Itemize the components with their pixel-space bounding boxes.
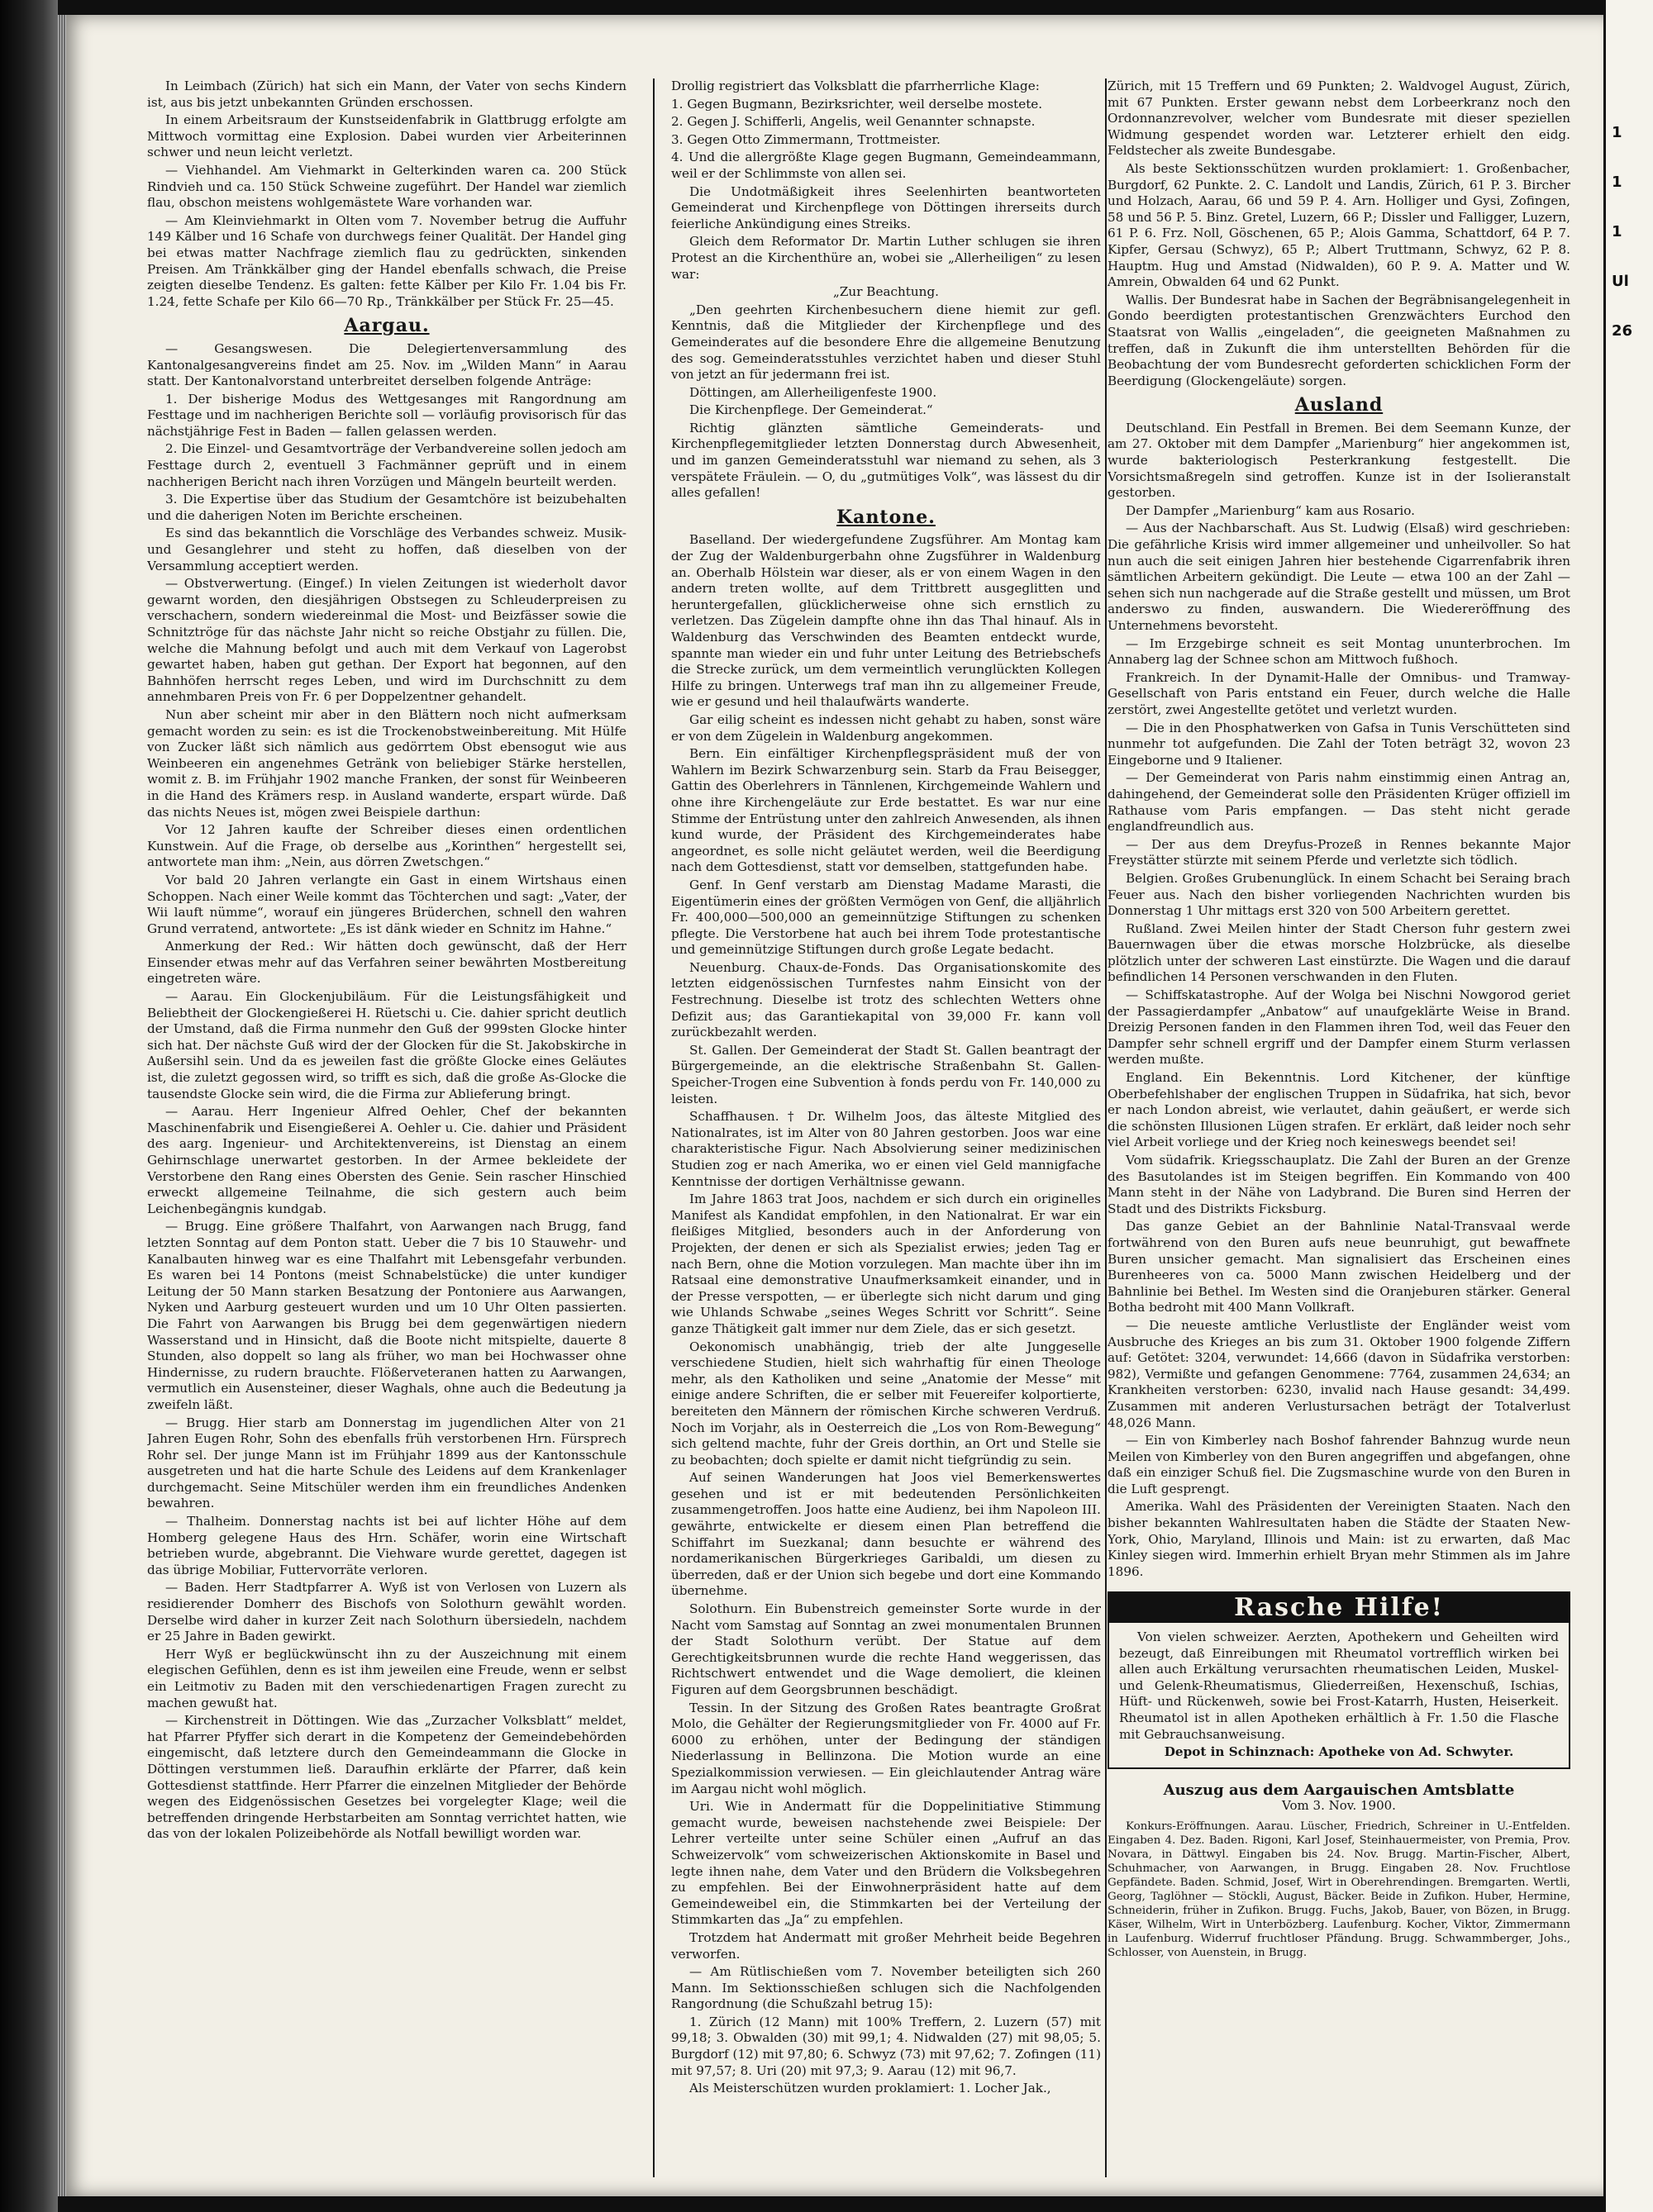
article-paragraph: Anmerkung der Red.: Wir hätten doch gewünscht, daß der Herr Einsender etwas mehr auf das Verfahren seiner bewährten Mostbereitung eingetreten wäre.: [147, 939, 626, 987]
article-paragraph: Uri. Wie in Andermatt für die Doppelinitiative Stimmung gemacht wurde, beweisen nachstehende zwei Beispiele: Der Lehrer verteilte unter seine Schüler einen „Aufruf an das Schweizervolk“ vom schweizerischen Aktionskomite in Basel und legte ihnen nahe, dem Vater und den Brüdern die Volksbegehren zu empfehlen. Bei der Einwohnerpräsident hatte auf dem Gemeindeweibel ein, die Stimmkarten bei der Verteilung der Stimmkarten das „Ja“ zu empfehlen.: [671, 1799, 1101, 1928]
edge-fragment: Ul: [1612, 273, 1629, 290]
article-paragraph: Trotzdem hat Andermatt mit großer Mehrheit beide Begehren verworfen.: [671, 1929, 1101, 1962]
list-item: 3. Gegen Otto Zimmermann, Trottmeister.: [671, 131, 941, 147]
column-3: [1108, 78, 1570, 2177]
amtsblatt-date: Vom 3. Nov. 1900.: [1282, 1798, 1396, 1814]
article-paragraph: — Brugg. Hier starb am Donnerstag im jugendlichen Alter von 21 Jahren Eugen Rohr, Sohn des ebenfalls früh verstorbenen Hrn. Fürsprech Rohr sel. Der junge Mann ist im Frühjahr 1899 aus der Kantonsschule ausgetreten und hat die harte Schule des Leidens auf dem Krankenlager durchgemacht. Seine Mitschüler werden ihm ein freundliches Andenken bewahren.: [147, 1415, 626, 1511]
article-paragraph: — Am Kleinviehmarkt in Olten vom 7. November betrug die Auffuhr 149 Kälber und 16 Schafe von durchwegs feiner Qualität. Der Handel ging bei etwas matter Nachfrage ziemlich flau zu gedrückten, sinkenden Preisen. Am Tränkkälber ging der Handel ebenfalls schwach, die Preise zeigten dieselbe Tendenz. Es galten: fette Kälber per Kilo Fr. 1.04 bis Fr. 1.24, fette Schafe per Kilo 66—70 Rp., Tränkkälber per Stück Fr. 25—45.: [147, 212, 626, 309]
article-paragraph: Als Meisterschützen wurden proklamiert: 1. Locher Jak.,: [689, 2081, 1051, 2096]
article-paragraph: Zürich, mit 15 Treffern und 69 Punkten; 2. Waldvogel August, Zürich, mit 67 Punkten. Erster gewann nebst dem Lorbeerkranz noch den Ordonnanzrevolver, welcher vom Bundesrate mit dieser speziellen Widmung gespendet worden war. Letzterer erhielt den eidg. Feldstecher als zweite Bundesgabe.: [1108, 78, 1570, 159]
article-paragraph: — Baden. Herr Stadtpfarrer A. Wyß ist von Verlosen von Luzern als residierender Domherr des Bischofs von Solothurn gewählt worden. Derselbe wird daher in kurzer Zeit nach Solothurn übersiedeln, nachdem er 25 Jahre in Baden gewirkt.: [147, 1580, 626, 1644]
article-paragraph: — Gesangswesen. Die Delegiertenversammlung des Kantonalgesangvereins findet am 25. Nov. im „Wilden Mann“ in Aarau statt. Der Kantonalvorstand unterbreitet derselben folgende Anträge:: [147, 340, 626, 389]
article-paragraph: Gar eilig scheint es indessen nicht gehabt zu haben, sonst wäre er von dem Zügelein in Waldenburg angekommen.: [671, 711, 1101, 744]
article-paragraph: Vor 12 Jahren kaufte der Schreiber dieses einen ordentlichen Kunstwein. Auf die Frage, ob derselbe aus „Korinthen“ hergestellt sei, antwortete man ihm: „Nein, aus dörren Zwetschgen.“: [147, 822, 626, 870]
page-stack-edge: [58, 15, 66, 2196]
article-paragraph: Döttingen, am Allerheiligenfeste 1900.: [689, 384, 937, 400]
article-paragraph: Richtig glänzten sämtliche Gemeinderats- und Kirchenpflegemitglieder letzten Donnerstag durch Abwesenheit, und im ganzen Gemeinderatsstuhl war niemand zu sehen, als 3 verspätete Fräulein. — O, du „gutmütiges Volk“, was lässest du dir alles gefallen!: [671, 420, 1101, 501]
article-paragraph: — Im Erzgebirge schneit es seit Montag ununterbrochen. Im Annaberg lag der Schnee schon am Mittwoch fußhoch.: [1108, 635, 1570, 668]
article-paragraph: Wallis. Der Bundesrat habe in Sachen der Begräbnisangelegenheit in Gondo beerdigten protestantischen Grenzwächters Eurchod den Staatsrat von Wallis „eingeladen“, die geeigneten Maßnahmen zu treffen, daß in Zukunft die ihm unterstellten Behörden für die Beobachtung der vom Bundesrecht geforderten schicklichen Form der Beerdigung (Glockengeläute) sorgen.: [1108, 292, 1570, 388]
edge-fragment: 1: [1612, 124, 1622, 141]
column-1: [147, 78, 626, 2177]
article-paragraph: — Obstverwertung. (Eingef.) In vielen Zeitungen ist wiederholt davor gewarnt worden, den diesjährigen Obstsegen zu Schleuderpreisen zu verschachern, sondern wiedereinmal die Most- und Beizfässer sowie die Schnitztröge für das nächste Jahr nicht so reiche Obstjahr zu füllen. Die, welche die Mahnung befolgt und auch mit dem Verkauf von Lagerobst gewartet haben, haben gut gethan. Der Export hat begonnen, auf den Bahnhöfen herrscht reges Leben, und wird im Durchschnitt zu dem annehmbaren Preis von Fr. 6 per Doppelzentner gehandelt.: [147, 576, 626, 705]
list-item: 2. Gegen J. Schifferli, Angelis, weil Genannter schnapste.: [671, 114, 1036, 130]
article-paragraph: — Die neueste amtliche Verlustliste der Engländer weist vom Ausbruche des Krieges an bis zum 31. Oktober 1900 folgende Ziffern auf: Getötet: 3204, verwundet: 14,666 (davon in Südafrika verstorben: 982), Vermißte und gefangen Genommene: 7764, zusammen 24,634; an Krankheiten verstorben: 6230, invalid nach Hause gesandt: 34,499. Zusammen mit anderen Verlustursachen beträgt der Totalverlust 48,026 Mann.: [1108, 1317, 1570, 1430]
column-rule: [1105, 78, 1107, 2177]
article-paragraph: Auf seinen Wanderungen hat Joos viel Bemerkenswertes gesehen und ist er mit bedeutenden Persönlichkeiten zusammengetroffen. Joos hatte eine Audienz, bei ihm Napoleon III. gewährte, entwickelte er diesem einen Plan betreffend die Schiffahrt im Suezkanal; dann besuchte er während des nordamerikanischen Bürgerkrieges Garibaldi, um diesen zu überreden, daß er der Union sich begebe und dort eine Kommando übernehme.: [671, 1470, 1101, 1599]
article-paragraph: — Schiffskatastrophe. Auf der Wolga bei Nischni Nowgorod geriet der Passagierdampfer „Anbatow“ auf unaufgeklärte Weise in Brand. Dreizig Personen fanden in den Flammen ihren Tod, weil das Feuer den Dampfer sehr schnell ergriff und der Dampfer einem Sturm verlassen werden mußte.: [1108, 987, 1570, 1068]
article-paragraph: — Brugg. Eine größere Thalfahrt, von Aarwangen nach Brugg, fand letzten Sonntag auf dem Ponton statt. Ueber die 7 bis 10 Stauwehr- und Kanalbauten hinweg war es eine Thalfahrt mit Lebensgefahr verbunden. Es waren bei 14 Pontons (meist Schnabelstücke) die unter kundiger Leitung der 50 Mann starken Besatzung der Pontoniere aus Aarwangen, Nyken und Aarburg gesteuert wurden und um 10 Uhr Olten passierten. Die Fahrt von Aarwangen bis Brugg bei dem gegenwärtigen niedern Wasserstand und in Hinsicht, daß die Boote nicht mitspielte, dauerte 8 Stunden, also doppelt so lang als früher, wo man bei Hochwasser ohne Hindernisse, zu rudern brauchte. Flößerveteranen hatten zu Aarwangen, vermutlich ein Ausensteiner, dieser Waghals, ohne auch die Bedeutung ja zweifeln läßt.: [147, 1219, 626, 1412]
article-paragraph: In Leimbach (Zürich) hat sich ein Mann, der Vater von sechs Kindern ist, aus bis jetzt unbekannten Gründen erschossen.: [147, 78, 626, 110]
article-paragraph: — Viehhandel. Am Viehmarkt in Gelterkinden waren ca. 200 Stück Rindvieh und ca. 150 Stück Schweine zugeführt. Der Handel war ziemlich flau, obschon meistens wohlgemästete Ware vorhanden war.: [147, 162, 626, 211]
article-paragraph: — Aarau. Herr Ingenieur Alfred Oehler, Chef der bekannten Maschinenfabrik und Eisengießerei A. Oehler u. Cie. dahier und Präsident des aarg. Ingenieur- und Architektenvereins, ist Dienstag an einem Gehirnschlage unerwartet gestorben. In der Armee bekleidete der Verstorbene den Rang eines Obersten des Genie. Sein rascher Hinschied erweckt allgemeine Teilnahme, die sich gestern auch beim Leichenbegängnis kundgab.: [147, 1104, 626, 1216]
article-paragraph: Deutschland. Ein Pestfall in Bremen. Bei dem Seemann Kunze, der am 27. Oktober mit dem Dampfer „Marienburg“ hier angekommen ist, wurde bakteriologisch Pesterkrankung festgestellt. Die Vorsichtsmaßregeln sind getroffen. Kunze ist in der Isolieranstalt gestorben.: [1108, 420, 1570, 501]
rheumatol-advertisement: [1108, 1591, 1570, 1768]
article-paragraph: Die Kirchenpflege. Der Gemeinderat.“: [689, 402, 933, 418]
ad-body: Von vielen schweizer. Aerzten, Apothekern und Geheilten wird bezeugt, daß Einreibungen mit Rheumatol vortrefflich wirken bei allen auch Erkältung verursachten rheumatischen Leiden, Muskel- und Gelenk-Rheumatismus, Gliederreißen, Hexenschuß, Ischias, Hüft- und Rückenweh, sowie bei Frost-Katarrh, Husten, Heiserkeit. Rheumatol ist in allen Apotheken erhältlich à Fr. 1.50 die Flasche mit Gebrauchsanweisung.: [1119, 1629, 1559, 1742]
article-paragraph: Tessin. In der Sitzung des Großen Rates beantragte Großrat Molo, die Gehälter der Regierungsmitglieder von Fr. 4000 auf Fr. 6000 zu erhöhen, unter der Bedingung der ständigen Niederlassung in Bellinzona. Die Motion wurde an eine Spezialkommission verwiesen. — Ein gleichlautender Antrag wäre im Aargau nicht wohl möglich.: [671, 1700, 1101, 1796]
article-paragraph: Der Dampfer „Marienburg“ kam aus Rosario.: [1126, 502, 1415, 518]
article-paragraph: Herr Wyß er beglückwünscht ihn zu der Auszeichnung mit einem elegischen Gefühlen, denn es ist ihm jeweilen eine Freude, wenn er selbst ein Leitmotiv zu Baden mit den verschiedenartigen Fragen zurecht zu machen gewußt hat.: [147, 1646, 626, 1710]
edge-fragment: 1: [1612, 223, 1622, 240]
article-paragraph: Oekonomisch unabhängig, trieb der alte Junggeselle verschiedene Studien, hielt sich wahrhaftig für einen Theologe mehr, als den Katholiken und seine „Anatomie der Messe“ mit einige andere Schriften, die er selber mit Feuereifer kolportierte, bereiteten den Männern der römischen Kirche schweren Verdruß. Noch im Vorjahr, als in Oesterreich die „Los von Rom-Bewegung“ sich geltend machte, fuhr der Greis dorthin, an Ort und Stelle sie zu beobachten; doch spielte er damit nicht tiefgründig zu sein.: [671, 1339, 1101, 1468]
section-heading: Ausland: [1294, 394, 1384, 416]
article-paragraph: Als beste Sektionsschützen wurden proklamiert: 1. Großenbacher, Burgdorf, 62 Punkte. 2. C. Landolt und Landis, Zürich, 61 P. 3. Bircher und Holzach, Aarau, 66 und 59 P. 4. Arn. Holliger und Gysi, Zofingen, 58 und 56 P. 5. Binz. Gretel, Luzern, 66 P.; Dissler und Falligger, Luzern, 61 P. 6. Frz. Noll, Göschenen, 65 P.; Alois Gamma, Schattdorf, 64 P. 7. Kipfer, Gersau (Schwyz), 65 P.; Albert Truttmann, Schwyz, 62 P. 8. Hauptm. Hug und Amstad (Nidwalden), 60 P. 9. A. Matter und W. Amrein, Obwalden 64 und 62 Punkt.: [1108, 160, 1570, 290]
article-paragraph: — Am Rütlischießen vom 7. November beteiligten sich 260 Mann. Im Sektionsschießen schlugen sich die Nachfolgenden Rangordnung (die Schußzahl betrug 15):: [671, 1964, 1101, 2012]
article-paragraph: Frankreich. In der Dynamit-Halle der Omnibus- und Tramway-Gesellschaft von Paris entstand ein Feuer, durch welche die Halle zerstört, zwei Angestellte getötet und verletzt wurden.: [1108, 669, 1570, 717]
article-paragraph: „Den geehrten Kirchenbesuchern diene hiemit zur gefl. Kenntnis, daß die Mitglieder der Kirchenpflege und des Gemeinderates auf die besondere Ehre die allgemeine Benutzung des sog. Gemeinderatsstuhles verzichtet haben und dieser Stuhl von jetzt an für jedermann frei ist.: [671, 302, 1101, 383]
amtsblatt-body: Konkurs-Eröffnungen. Aarau. Lüscher, Friedrich, Schreiner in U.-Entfelden. Eingaben 4. Dez. Baden. Rigoni, Karl Josef, Steinhauermeister, von Premia, Prov. Novara, in Dättwyl. Eingaben bis 24. Nov. Brugg. Martin-Fischer, Albert, Schuhmacher, von Aarwangen, in Brugg. Eingaben 28. Nov. Fruchtlose Gepfändete. Baden. Schmid, Josef, Wirt in Oberehrendingen. Bremgarten. Wertli, Georg, Taglöhner — Stöckli, August, Bäcker. Beide in Zufikon. Huber, Hermine, Schneiderin, früher in Zufikon. Brugg. Fuchs, Jakob, Bauer, von Bözen, in Brugg. Käser, Wilhelm, Wirt in Unterbözberg. Laufenburg. Kocher, Viktor, Zimmermann in Laufenburg. Widerruf fruchtloser Pfändung. Brugg. Schwammberger, Johs., Schlosser, von Auenstein, in Brugg.: [1108, 1820, 1570, 1959]
article-paragraph: — Die in den Phosphatwerken von Gafsa in Tunis Verschütteten sind nunmehr tot aufgefunden. Die Zahl der Toten beträgt 32, wovon 23 Eingeborne und 9 Italiener.: [1108, 720, 1570, 768]
notice-heading: „Zur Beachtung.: [833, 284, 939, 300]
article-paragraph: Drollig registriert das Volksblatt die pfarrherrliche Klage:: [671, 78, 1040, 93]
article-paragraph: Baselland. Der wiedergefundene Zugsführer. Am Montag kam der Zug der Waldenburgerbahn ohne Zugsführer in Waldenburg an. Oberhalb Hölstein war dieser, als er von einem Wagen in den andern treten wollte, auf dem Trittbrett ausgeglitten und heruntergefallen, glücklicherweise ohne sich ernstlich zu verletzen. Das Zügelein dampfte ohne ihn das Thal hinauf. Als in Waldenburg das Verschwinden des Beamten entdeckt wurde, spannte man wieder ein und fuhr unter Leitung des Betriebschefs die Strecke zurück, um dem vermeintlich verunglückten Kollegen Hilfe zu bringen. Unterwegs traf man ihn zu allgemeiner Freude, wie er gesund und heil thalaufwärts wanderte.: [671, 532, 1101, 710]
article-paragraph: Vor bald 20 Jahren verlangte ein Gast in einem Wirtshaus einen Schoppen. Nach einer Weile kommt das Töchterchen und sagt: „Vater, der Wii lauft nümme“, worauf ein jüngeres Brüderchen, schnell den wahren Grund verratend, antwortete: „Es ist dänk wieder en Schnitz im Hahne.“: [147, 872, 626, 936]
article-paragraph: Schaffhausen. † Dr. Wilhelm Joos, das älteste Mitglied des Nationalrates, ist im Alter von 80 Jahren gestorben. Joos war eine charakteristische Figur. Nach Absolvierung seiner medizinischen Studien zog er nach Amerika, wo er einen viel Geld mannigfache Kenntnisse der dortigen Verhältnisse gewann.: [671, 1109, 1101, 1189]
article-paragraph: 1. Zürich (12 Mann) mit 100% Treffern, 2. Luzern (57) mit 99,18; 3. Obwalden (30) mit 99,1; 4. Nidwalden (27) mit 98,05; 5. Burgdorf (12) mit 97,80; 6. Schwyz (73) mit 97,62; 7. Zofingen (11) mit 97,57; 8. Uri (20) mit 97,3; 9. Aarau (12) mit 96,7.: [671, 2014, 1101, 2078]
column-rule: [653, 78, 655, 2177]
section-heading: Kantone.: [836, 506, 936, 528]
article-paragraph: Gleich dem Reformator Dr. Martin Luther schlugen sie ihren Protest an die Kirchenthüre an, wobei sie „Allerheiligen“ zu lesen war:: [671, 234, 1101, 282]
article-paragraph: Belgien. Großes Grubenunglück. In einem Schacht bei Seraing brach Feuer aus. Nach den bisher vorliegenden Nachrichten wurden bis Donnerstag 1 Uhr mittags erst 320 von 500 Arbeitern gerettet.: [1108, 870, 1570, 919]
article-paragraph: 2. Die Einzel- und Gesamtvorträge der Verbandvereine sollen jedoch am Festtage durch 2, eventuell 3 Fachmänner geprüft und in einem nachherigen Bericht nach ihren Vorzügen und Mängeln beurteilt werden.: [147, 441, 626, 489]
column-2: [671, 78, 1101, 2177]
section-heading: Aargau.: [344, 315, 430, 337]
list-item: 1. Gegen Bugmann, Bezirksrichter, weil derselbe mostete.: [671, 96, 1043, 112]
edge-fragment: 1: [1612, 174, 1622, 191]
article-paragraph: In einem Arbeitsraum der Kunstseidenfabrik in Glattbrugg erfolgte am Mittwoch vormittag eine Explosion. Dabei wurden vier Arbeiterinnen schwer und neun leicht verletzt.: [147, 112, 626, 160]
article-paragraph: Neuenburg. Chaux-de-Fonds. Das Organisationskomite des letzten eidgenössischen Turnfestes nahm Einsicht von der Festrechnung. Dieselbe ist trotz des schlechten Wetters ohne Defizit aus; das Garantiekapital von 39,000 Fr. kann voll zurückbezahlt werden.: [671, 959, 1101, 1040]
article-paragraph: Im Jahre 1863 trat Joos, nachdem er sich durch ein originelles Manifest als Kandidat empfohlen, in den Nationalrat. Er war ein fleißiges Mitglied, besonders auch in der Anforderung von Projekten, der denen er sich als Spezialist erwies; jeden Tag er nach Bern, ohne die Motion vorzulegen. Man machte über ihn im Ratsaal eine demonstrative Unaufmerksamkeit einander, und in der Presse verspotten, — er überlegte sich nicht darum und ging wie Uhlands Schwabe „seines Weges Schritt vor Schritt“. Seine ganze Thätigkeit galt immer nur dem Ziele, das er sich gesetzt.: [671, 1192, 1101, 1336]
edge-fragment: 26: [1612, 322, 1633, 340]
article-paragraph: — Thalheim. Donnerstag nachts ist bei auf lichter Höhe auf dem Homberg gelegene Haus des Hrn. Schäfer, worin eine Wirtschaft betrieben wurde, abgebrannt. Die Viehware wurde gerettet, dagegen ist das übrige Mobiliar, Futtervorräte verloren.: [147, 1514, 626, 1577]
article-paragraph: — Aus der Nachbarschaft. Aus St. Ludwig (Elsaß) wird geschrieben: Die gefährliche Krisis wird immer allgemeiner und unheilvoller. So hat nun auch die seit einigen Jahren hier bestehende Cigarrenfabrik ihren sämtlichen Arbeitern gekündigt. Die Leute — etwa 100 an der Zahl — sehen sich nun nachgerade auf die Straße gestellt und müssen, um Brot anderswo zu finden, auswandern. Die Wiedereröffnung des Unternehmens bevorsteht.: [1108, 521, 1570, 633]
article-paragraph: 3. Die Expertise über das Studium der Gesamtchöre ist beizubehalten und die daherigen Noten im Berichte erscheinen.: [147, 492, 626, 523]
article-paragraph: — Ein von Kimberley nach Boshof fahrender Bahnzug wurde neun Meilen von Kimberley von den Buren angegriffen und abgefangen, ohne daß ein einziger Schuß fiel. Die Zugsmaschine wurde von den Buren in die Luft gesprengt.: [1108, 1433, 1570, 1496]
article-paragraph: — Kirchenstreit in Döttingen. Wie das „Zurzacher Volksblatt“ meldet, hat Pfarrer Pfyffer sich derart in die Kompetenz der Gemeindebehörden eingemischt, daß letztere durch den Gemeindeammann die Glocke in Döttingen verstummen ließ. Daraufhin erklärte der Pfarrer, daß kein Gottesdienst stattfinde. Herr Pfarrer die einzelnen Mitglieder der Behörde wegen des Eidgenössischen Gesetzes bei vorgelegter Klage; weil die betreffenden dringende Herbstarbeiten am Sonntag verrichtet hatten, wie das von der lokalen Polizeibehörde als Notfall bewilligt worden war.: [147, 1713, 626, 1842]
article-paragraph: Das ganze Gebiet an der Bahnlinie Natal-Transvaal werde fortwährend von den Buren aufs neue beunruhigt, gut bewaffnete Buren unsicher gemacht. Man signalisiert das Erscheinen eines Burenheeres von ca. 5000 Mann zwischen Heidelberg und der Bahnlinie bei Bethel. Im Westen sind die Oranjeburen stärker. General Botha bedroht mit 400 Mann Vollkraft.: [1108, 1219, 1570, 1315]
article-paragraph: Die Undotmäßigkeit ihres Seelenhirten beantworteten Gemeinderat und Kirchenpflege von Döttingen ihrerseits durch feierliche Ankündigung eines Streiks.: [671, 183, 1101, 231]
article-paragraph: — Der aus dem Dreyfus-Prozeß in Rennes bekannte Major Freystätter stürzte mit seinem Pferde und verletzte sich tödlich.: [1108, 836, 1570, 868]
article-paragraph: Nun aber scheint mir aber in den Blättern noch nicht aufmerksam gemacht worden zu sein: es ist die Trockenobstweinbereitung. Mit Hülfe von Zucker läßt sich nämlich aus gedörrtem Obst ebensogut wie aus Weinbeeren ein angenehmes Getränk von beliebiger Stärke herstellen, womit z. B. im Frühjahr 1902 manche Franken, der sonst für Weinbeeren in die Hand des Krämers resp. in Ausland wanderte, erspart würde. Daß das nichts Neues ist, mögen zwei Beispiele darthun:: [147, 706, 626, 820]
article-paragraph: Amerika. Wahl des Präsidenten der Vereinigten Staaten. Nach den bisher bekannten Wahlresultaten haben die Städte der Staaten New-York, Ohio, Maryland, Illinois und Main: ist zu erwarten, daß Mac Kinley siegen wird. Immerhin erhielt Bryan mehr Stimmen als im Jahre 1896.: [1108, 1499, 1570, 1579]
article-paragraph: — Der Gemeinderat von Paris nahm einstimmig einen Antrag an, dahingehend, der Gemeinderat solle den Präsidenten Krüger offiziell im Rathause vom Paris empfangen. — Das steht nicht gerade englandfreundlich aus.: [1108, 770, 1570, 835]
list-item: 4. Und die allergrößte Klage gegen Bugmann, Gemeindeammann, weil er der Schlimmste von allen sei.: [671, 150, 1101, 181]
amtsblatt-title: Auszug aus dem Aargauischen Amtsblatte: [1163, 1781, 1515, 1799]
article-paragraph: — Aarau. Ein Glockenjubiläum. Für die Leistungsfähigkeit und Beliebtheit der Glockengießerei H. Rüetschi u. Cie. dahier spricht deutlich der Umstand, daß die Firma nunmehr den Guß der 999sten Glocke hinter sich hat. Der nächste Guß wird der der Glocken für die St. Jakobskirche in Außersihl sein. Und da es jeweilen fast die größte Glocke eines Geläutes ist, die zuletzt gegossen wird, so trifft es sich, daß die große As-Glocke die tausendste Glocke sein wird, die die Firma zur Ablieferung bringt.: [147, 989, 626, 1101]
article-paragraph: St. Gallen. Der Gemeinderat der Stadt St. Gallen beantragt der Bürgergemeinde, an die elektrische Straßenbahn St. Gallen-Speicher-Trogen eine Subvention à fonds perdu von Fr. 140,000 zu leisten.: [671, 1042, 1101, 1106]
article-paragraph: England. Ein Bekenntnis. Lord Kitchener, der künftige Oberbefehlshaber der englischen Truppen in Südafrika, hat sich, bevor er nach London abreist, wie verlautet, dahin geäußert, er werde sich die schönsten Illusionen Lügen strafen. Er erklärt, daß leider noch sehr viel Arbeit vorliege und der Krieg noch keineswegs beendet sei!: [1108, 1070, 1570, 1150]
article-paragraph: 1. Der bisherige Modus des Wettgesanges mit Rangordnung am Festtage und im nachherigen Berichte soll — vorläufig provisorisch für das nächstjährige Fest in Baden — fallen gelassen werden.: [147, 391, 626, 439]
article-paragraph: Rußland. Zwei Meilen hinter der Stadt Cherson fuhr gestern zwei Bauernwagen über die etwas morsche Holzbrücke, als dieselbe plötzlich unter der schweren Last einstürzte. Die Wagen und die darauf befindlichen 14 Personen verschwanden in den Fluten.: [1108, 920, 1570, 985]
ad-depot: Depot in Schinznach: Apotheke von Ad. Schwyter.: [1164, 1744, 1514, 1760]
article-paragraph: Bern. Ein einfältiger Kirchenpflegspräsident muß der von Wahlern im Bezirk Schwarzenburg sein. Starb da Frau Beisegger, Gattin des Oberlehrers in Tännlenen, Kirchgemeinde Wahlern und ohne ihre Kirchengeläute zur Erde bestattet. Es war nur eine Stimme der Entrüstung unter den zahlreich Anwesenden, als ihnen kund wurde, der Präsident des Kirchgemeinderates habe angeordnet, es solle nicht geläutet werden, weil die Beerdigung nach dem Gottesdienst, statt vor demselben, stattgefunden habe.: [671, 746, 1101, 875]
article-paragraph: Es sind das bekanntlich die Vorschläge des Verbandes schweiz. Musik- und Gesanglehrer und steht zu hoffen, daß dieselben von der Versammlung acceptiert werden.: [147, 526, 626, 573]
article-paragraph: Solothurn. Ein Bubenstreich gemeinster Sorte wurde in der Nacht vom Samstag auf Sonntag an zwei monumentalen Brunnen der Stadt Solothurn verübt. Der Statue auf dem Gerechtigkeitsbrunnen wurde die rechte Hand weggerissen, das Richtschwert entwendet und die Wage demoliert, die kleinen Figuren auf dem Georgsbrunnen beschädigt.: [671, 1601, 1101, 1697]
ad-title: Rasche Hilfe!: [1109, 1593, 1569, 1623]
book-spine: [0, 0, 58, 2212]
article-paragraph: Genf. In Genf verstarb am Dienstag Madame Marasti, die Eigentümerin eines der größten Vermögen von Genf, die alljährlich Fr. 400,000—500,000 an gemeinnützige Stiftungen zu schenken pflegte. Die Verstorbene hat auch bei ihrem Tode protestantische und gemeinnützige Stiftungen durch große Legate bedacht.: [671, 877, 1101, 958]
article-paragraph: Vom südafrik. Kriegsschauplatz. Die Zahl der Buren an der Grenze des Basutolandes ist im Steigen begriffen. Ein Kommando von 400 Mann steht in der Nähe von Ladybrand. Die Buren sind Herren der Stadt und des Distrikts Ficksburg.: [1108, 1153, 1570, 1216]
